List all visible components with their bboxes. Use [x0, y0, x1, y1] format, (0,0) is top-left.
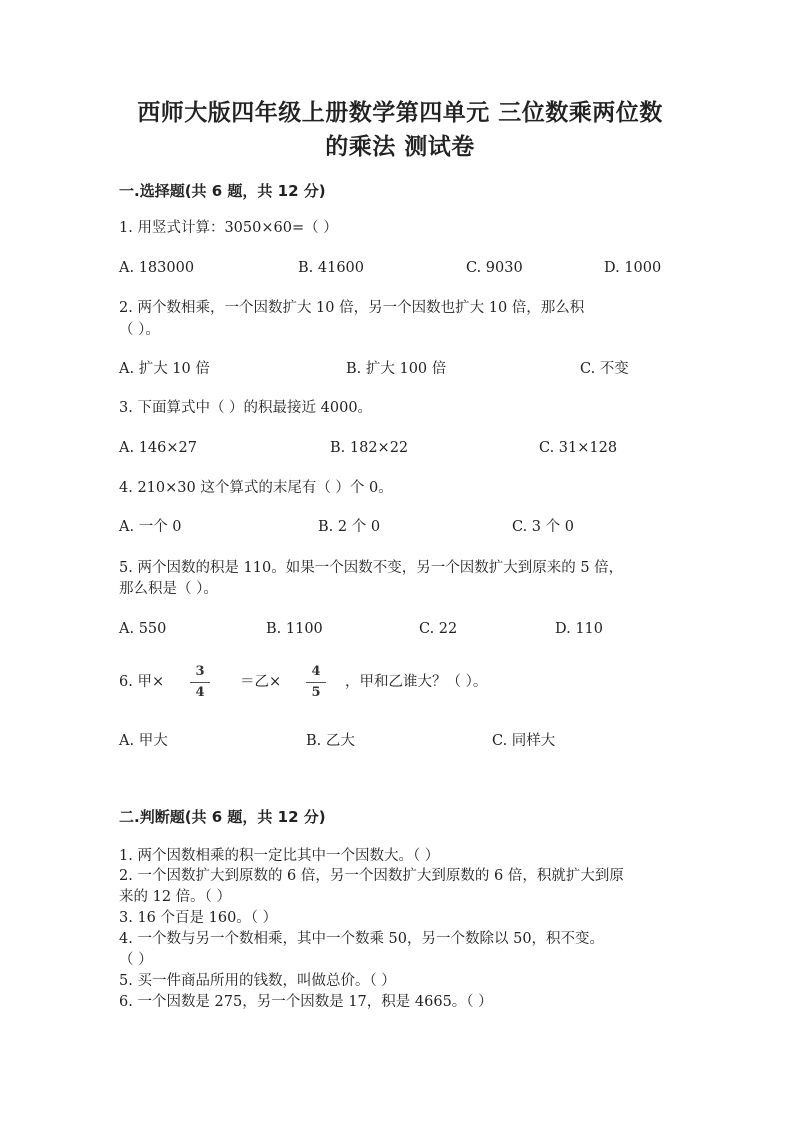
q3-text: 3. 下面算式中（ ）的积最接近 4000。: [119, 400, 373, 416]
q2-text-line-1: 2. 两个数相乘，一个因数扩大 10 倍，另一个因数也扩大 10 倍，那么积: [119, 300, 585, 316]
title-line-2: 的乘法 测试卷: [325, 134, 475, 160]
q6-option-b: B. 乙大: [306, 733, 355, 749]
q6-fraction-1-numerator: 3: [195, 664, 205, 679]
judge-line-7: 5. 买一件商品所用的钱数，叫做总价。（ ）: [119, 973, 396, 989]
q1-option-d: D. 1000: [604, 260, 662, 276]
q2-text-line-2: （ ）。: [119, 322, 160, 338]
judge-line-2: 2. 一个因数扩大到原数的 6 倍，另一个因数扩大到原数的 6 倍，积就扩大到原: [119, 868, 624, 884]
q5-option-a: A. 550: [119, 621, 167, 637]
section2-heading: 二.判断题(共 6 题，共 12 分): [119, 808, 326, 826]
q5-option-b: B. 1100: [266, 621, 323, 637]
section1-heading: 一.选择题(共 6 题，共 12 分): [119, 182, 326, 200]
title-line-1: 西师大版四年级上册数学第四单元 三位数乘两位数: [137, 100, 663, 126]
q6-fraction-2-denominator: 5: [311, 685, 321, 700]
q6-fraction-1-denominator: 4: [195, 685, 205, 700]
q4-option-c: C. 3 个 0: [512, 519, 574, 535]
q3-option-a: A. 146×27: [119, 440, 197, 456]
judge-line-6: （ ）: [119, 952, 153, 968]
q2-option-c: C. 不变: [580, 361, 629, 377]
judge-line-8: 6. 一个因数是 275，另一个因数是 17，积是 4665。（ ）: [119, 994, 493, 1010]
q5-option-c: C. 22: [419, 621, 458, 637]
q3-option-b: B. 182×22: [330, 440, 409, 456]
q5-text-line-2: 那么积是（ ）。: [119, 581, 218, 597]
q6-option-a: A. 甲大: [119, 733, 168, 749]
q6-prefix: 6. 甲×: [119, 674, 165, 690]
q4-option-a: A. 一个 0: [119, 519, 182, 535]
q6-fraction-2-numerator: 4: [311, 664, 321, 679]
q6-fraction-1: [188, 664, 212, 701]
q4-text: 4. 210×30 这个算式的末尾有（ ）个 0。: [119, 480, 393, 496]
q1-text: 1. 用竖式计算：3050×60=（ ）: [119, 220, 338, 236]
judge-line-4: 3. 16 个百是 160。（ ）: [119, 910, 278, 926]
q6-fraction-1-bar: [190, 682, 210, 683]
q2-option-a: A. 扩大 10 倍: [119, 361, 210, 377]
q6-option-c: C. 同样大: [492, 733, 556, 749]
q1-option-b: B. 41600: [298, 260, 365, 276]
q2-option-b: B. 扩大 100 倍: [346, 361, 447, 377]
judge-line-5: 4. 一个数与另一个数相乘，其中一个数乘 50，另一个数除以 50，积不变。: [119, 931, 605, 947]
q6-fraction-2: [304, 664, 328, 701]
q6-suffix: ，甲和乙谁大？（ ）。: [345, 674, 488, 690]
q3-option-c: C. 31×128: [539, 440, 618, 456]
q6-fraction-2-bar: [306, 682, 326, 683]
judge-line-3: 来的 12 倍。（ ）: [119, 889, 232, 905]
q1-option-a: A. 183000: [119, 260, 195, 276]
q5-text-line-1: 5. 两个因数的积是 110。如果一个因数不变，另一个因数扩大到原来的 5 倍，: [119, 560, 624, 576]
q5-option-d: D. 110: [555, 621, 604, 637]
judge-line-1: 1. 两个因数相乘的积一定比其中一个因数大。（ ）: [119, 848, 440, 864]
q1-option-c: C. 9030: [466, 260, 523, 276]
q4-option-b: B. 2 个 0: [318, 519, 381, 535]
q6-middle: ＝乙×: [240, 674, 282, 690]
